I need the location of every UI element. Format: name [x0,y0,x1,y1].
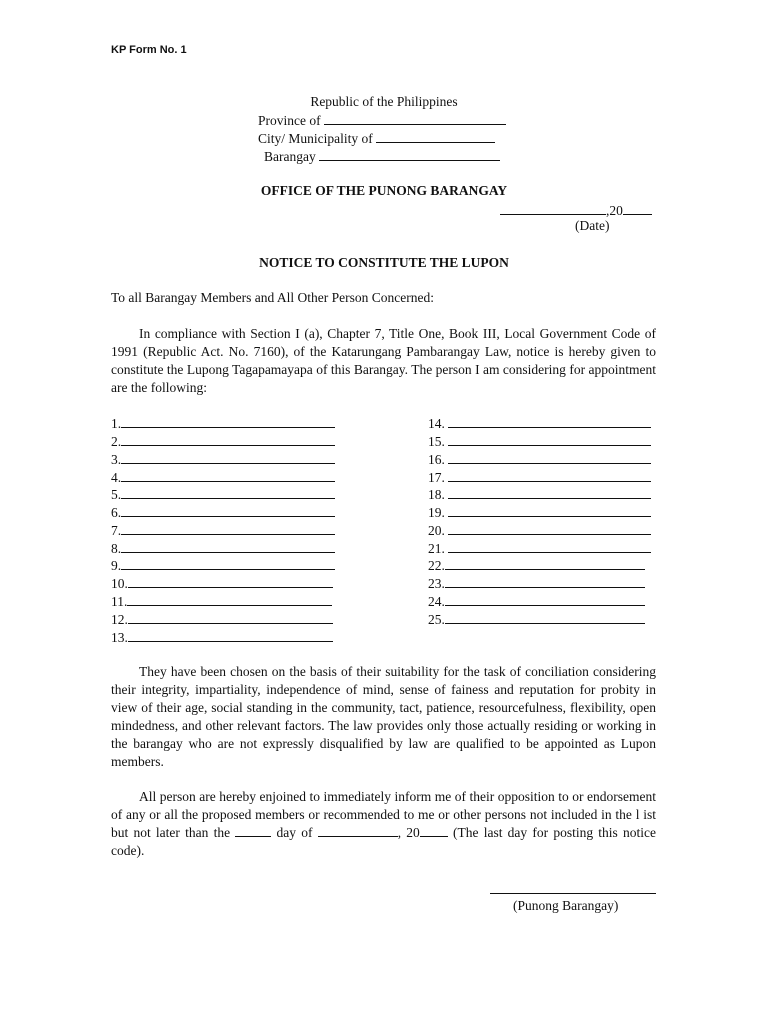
name-blank[interactable] [121,469,335,482]
paragraph-opposition [111,788,656,860]
name-blank[interactable] [448,504,651,517]
list-item [111,415,335,432]
city-label: City/ Municipality of [258,131,373,146]
name-blank[interactable] [448,415,651,428]
list-item [111,451,335,468]
list-item [428,504,651,521]
salutation: To all Barangay Members and All Other Person Concerned: [111,290,434,305]
barangay-label: Barangay [264,149,316,164]
item-number: 9. [111,558,122,573]
date-year-prefix: ,20 [606,203,623,218]
list-item [428,540,651,557]
name-blank[interactable] [121,415,335,428]
item-number: 8. [111,541,122,556]
list-item [428,593,645,610]
list-item [428,433,651,450]
list-item [428,575,645,592]
date-caption: (Date) [575,218,610,233]
item-number: 13. [111,630,128,645]
name-blank[interactable] [128,575,333,588]
name-blank[interactable] [448,540,651,553]
item-number: 15. [428,434,445,449]
list-item [111,433,335,450]
province-label: Province of [258,113,321,128]
city-line [258,130,495,146]
item-number: 2. [111,434,122,449]
list-item [111,469,335,486]
name-blank[interactable] [448,522,651,535]
name-blank[interactable] [121,557,335,570]
office-title: OFFICE OF THE PUNONG BARANGAY [260,183,508,198]
notice-title: NOTICE TO CONSTITUTE THE LUPON [259,255,509,270]
item-number: 6. [111,505,122,520]
signature-line[interactable] [490,893,656,894]
name-blank[interactable] [445,557,645,570]
item-number: 5. [111,487,122,502]
item-number: 12. [111,612,128,627]
name-blank[interactable] [448,469,651,482]
name-blank[interactable] [121,486,335,499]
name-blank[interactable] [445,575,645,588]
name-blank[interactable] [445,611,645,624]
item-number: 21. [428,541,445,556]
list-item [111,540,335,557]
name-blank[interactable] [121,504,335,517]
year-blank[interactable] [623,202,652,215]
paragraph-compliance-text: In compliance with Section I (a), Chapter 7, Title One, Book III, Local Government Code of 1991 (Republic Act. No. 7160), of the Katarungang Pambarangay Law, notice is hereby given to constitute the Lupong Tagapamayapa of this Barangay. The person I am considering for appointment are the following: [111,326,656,395]
paragraph-selection-basis [111,663,656,771]
month-blank[interactable] [318,824,398,837]
list-item [428,611,645,628]
name-blank[interactable] [128,611,333,624]
paragraph-opposition-part1: All person are hereby enjoined to immediately inform me of their opposition to or endorsement of any or all the proposed members or recommended to me or other persons not included in the l ist but not later than the [111,789,656,840]
item-number: 11. [111,594,128,609]
list-item [111,557,335,574]
republic-heading: Republic of the Philippines [310,94,458,109]
list-item [428,451,651,468]
item-number: 23. [428,576,445,591]
item-number: 17. [428,470,445,485]
list-item [111,522,335,539]
item-number: 10. [111,576,128,591]
city-blank[interactable] [376,130,495,143]
item-number: 19. [428,505,445,520]
name-blank[interactable] [121,451,335,464]
list-item [111,611,333,628]
day-blank[interactable] [235,824,271,837]
item-number: 3. [111,452,122,467]
form-number-label: KP Form No. 1 [111,44,187,56]
list-item [111,504,335,521]
name-blank[interactable] [127,593,332,606]
name-blank[interactable] [448,433,651,446]
name-blank[interactable] [121,540,335,553]
year-blank[interactable] [420,824,448,837]
item-number: 18. [428,487,445,502]
list-item [428,522,651,539]
paragraph-selection-text: They have been chosen on the basis of their suitability for the task of conciliation considering their integrity, impartiality, independence of mind, sense of fainess and reputation for probity in view of their age, social standing in the community, tact, patience, resourcefulness, flexibility, open mindedness, and other relevant factors. The law provides only those actually residing or working in the barangay who are not expressly disqualified by law are qualified to be appointed as Lupon members. [111,664,656,769]
list-item [111,593,332,610]
province-blank[interactable] [324,112,506,125]
list-item [111,629,333,646]
paragraph-opposition-part4: (The last day for posting this notice code). [111,825,656,858]
name-blank[interactable] [445,593,645,606]
list-item [428,486,651,503]
item-number: 24. [428,594,445,609]
name-blank[interactable] [121,433,335,446]
date-blank[interactable] [500,202,606,215]
item-number: 7. [111,523,122,538]
list-item [111,486,335,503]
item-number: 22. [428,558,445,573]
province-line [258,112,506,128]
name-blank[interactable] [128,629,333,642]
name-blank[interactable] [121,522,335,535]
name-blank[interactable] [448,451,651,464]
paragraph-opposition-part2: day of [276,825,313,840]
list-item [428,415,651,432]
item-number: 1. [111,416,122,431]
list-item [111,575,333,592]
item-number: 20. [428,523,445,538]
barangay-blank[interactable] [319,148,500,161]
item-number: 25. [428,612,445,627]
name-blank[interactable] [448,486,651,499]
signature-caption: (Punong Barangay) [513,898,619,913]
date-line [500,202,652,218]
item-number: 16. [428,452,445,467]
list-item [428,469,651,486]
item-number: 14. [428,416,445,431]
paragraph-opposition-part3: , 20 [397,825,420,840]
item-number: 4. [111,470,122,485]
paragraph-compliance [111,325,656,397]
list-item [428,557,645,574]
barangay-line [264,148,500,164]
